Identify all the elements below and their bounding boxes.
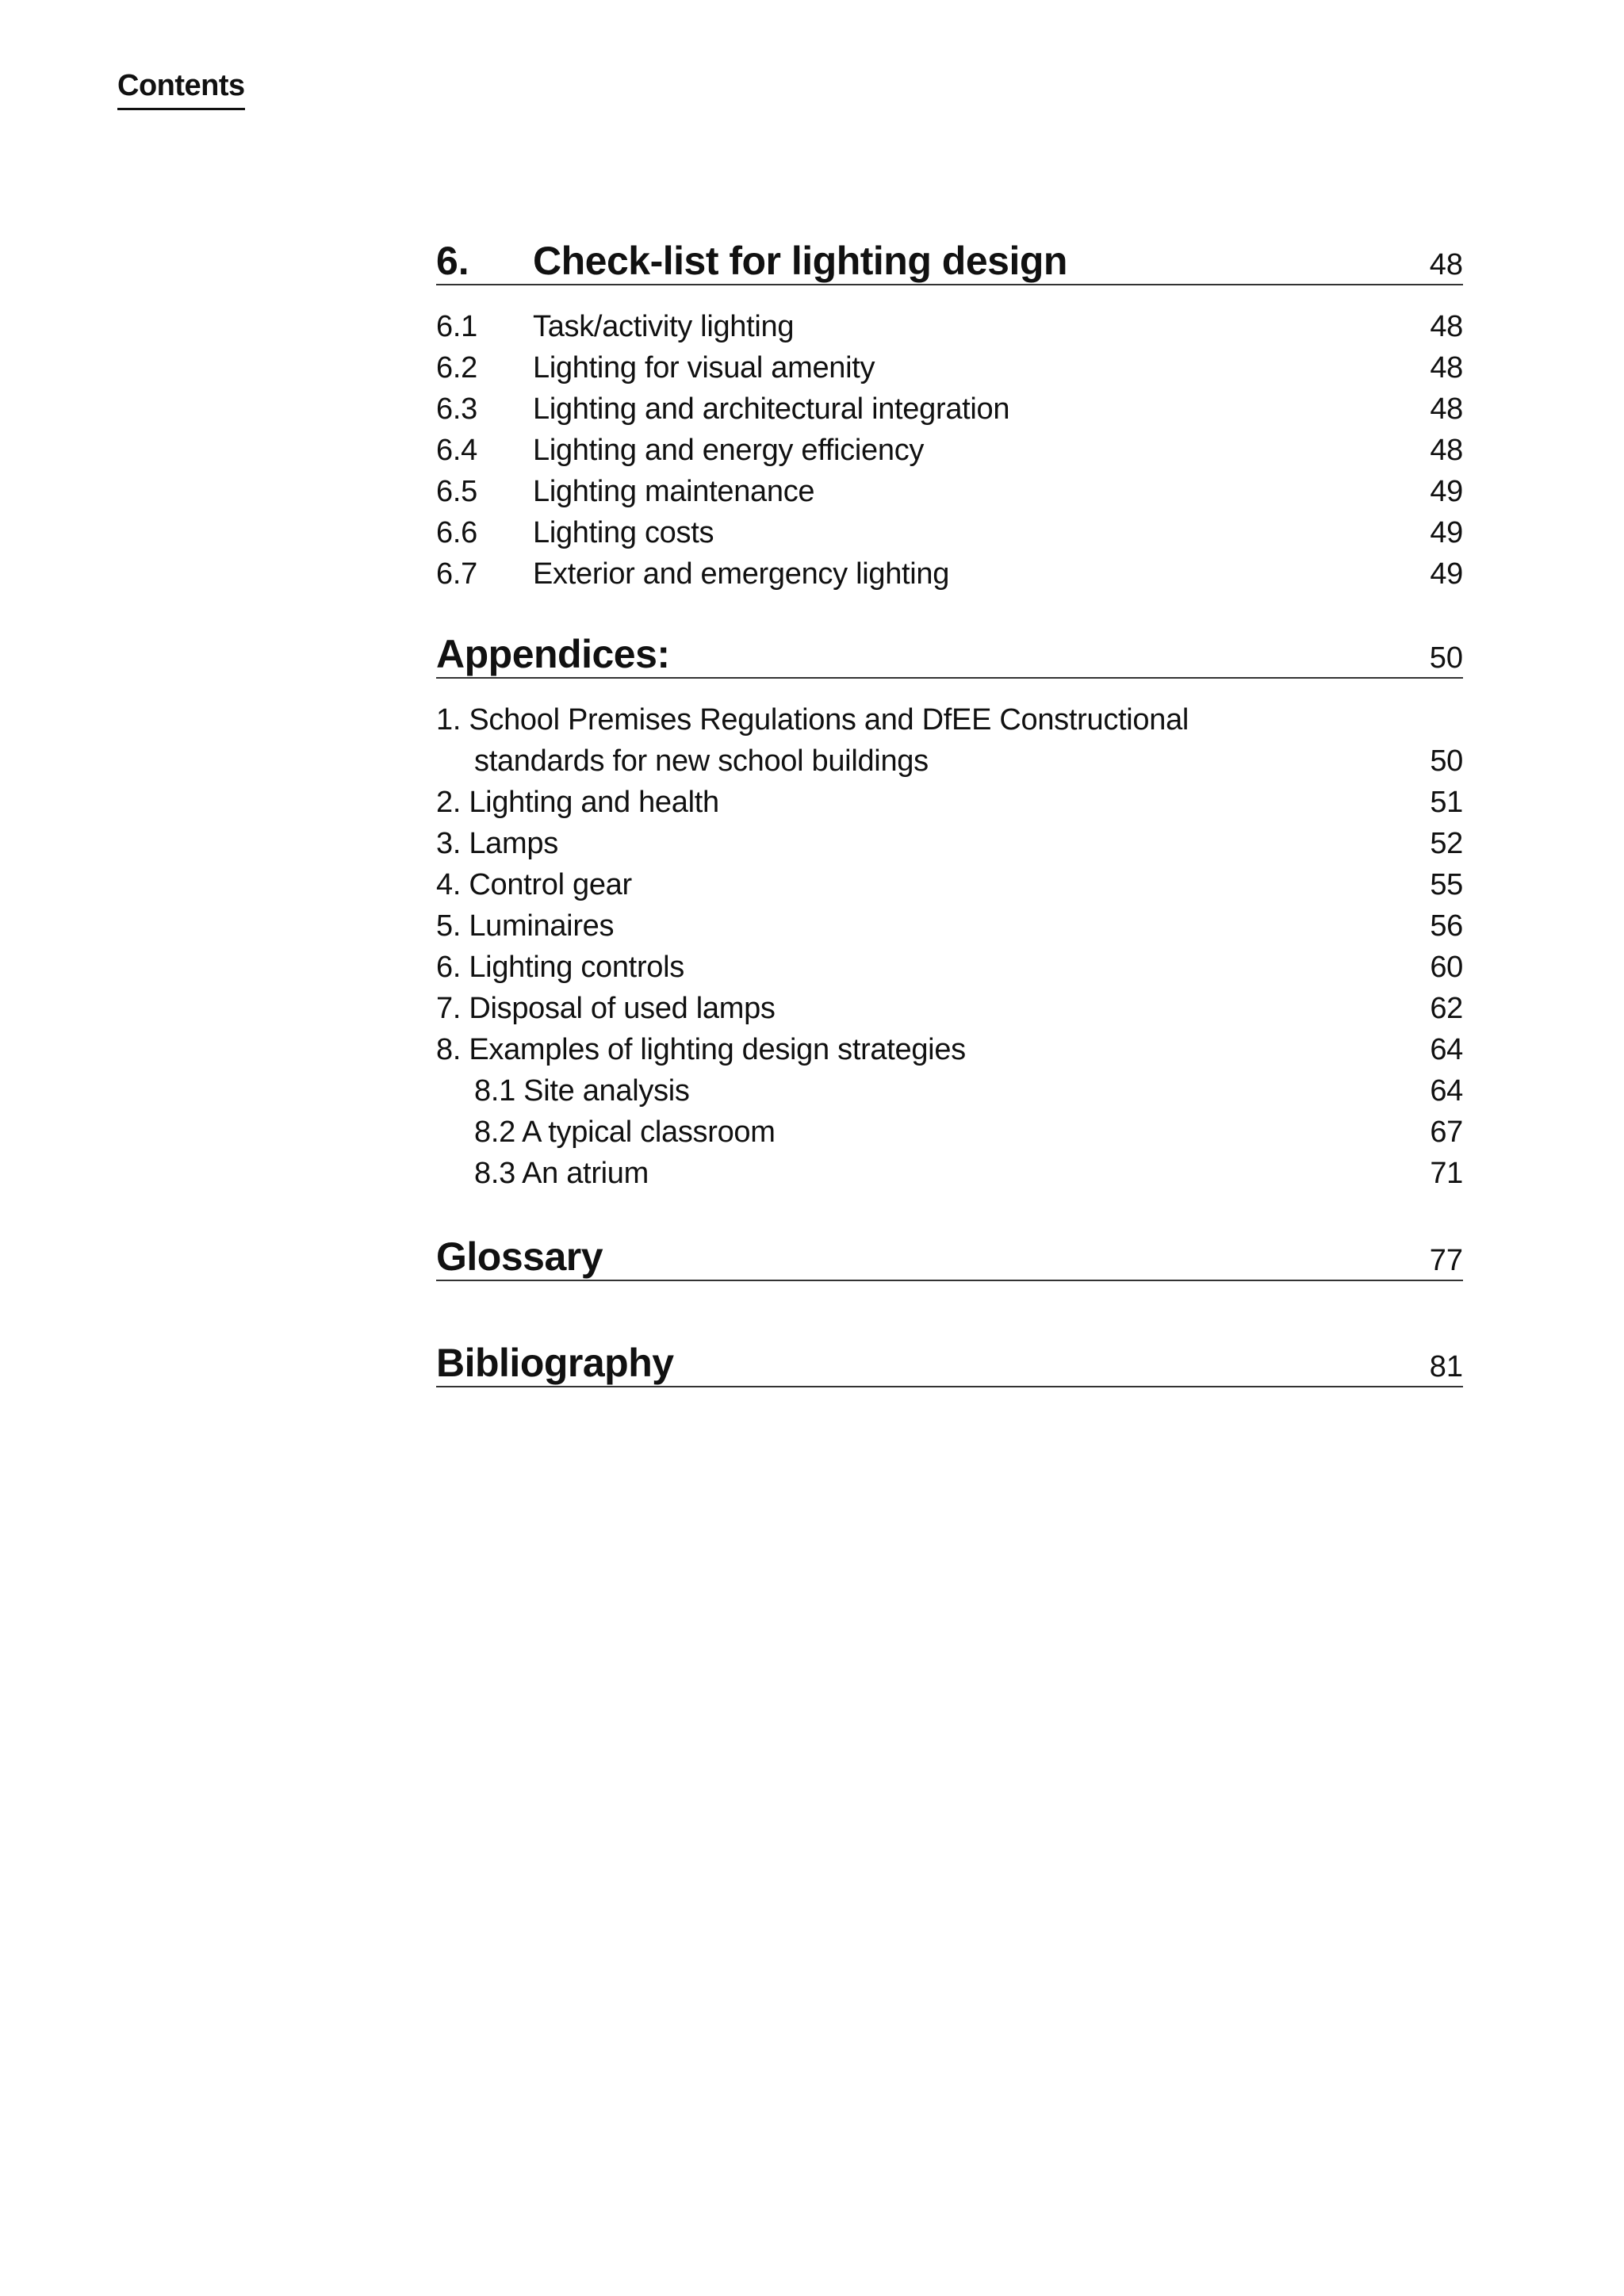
glossary-heading[interactable] bbox=[436, 1234, 1463, 1281]
glossary-page: 77 bbox=[1429, 1244, 1463, 1277]
entry-page: 52 bbox=[1430, 827, 1463, 860]
entry-page: 60 bbox=[1430, 951, 1463, 984]
entry-number: 6.6 bbox=[436, 516, 477, 549]
entry-title: Lighting costs bbox=[533, 516, 714, 549]
entry-page: 64 bbox=[1430, 1033, 1463, 1066]
toc-entry-6-3[interactable] bbox=[436, 388, 1463, 430]
entry-number: 6.2 bbox=[436, 351, 477, 385]
entry-number: 6.3 bbox=[436, 392, 477, 426]
toc-entry-appendix-5[interactable] bbox=[436, 905, 1463, 947]
toc-entry-appendix-7[interactable] bbox=[436, 988, 1463, 1029]
entry-page: 49 bbox=[1430, 557, 1463, 591]
bibliography-page: 81 bbox=[1429, 1350, 1463, 1383]
entry-number: 6.5 bbox=[436, 475, 477, 508]
chapter-page: 48 bbox=[1429, 248, 1463, 281]
entry-page: 71 bbox=[1430, 1157, 1463, 1190]
entry-page: 67 bbox=[1430, 1115, 1463, 1149]
toc-entry-6-1[interactable] bbox=[436, 306, 1463, 347]
entry-title: 2. Lighting and health bbox=[436, 786, 719, 819]
entry-title: Lighting for visual amenity bbox=[533, 351, 875, 385]
toc-entry-appendix-8-3[interactable] bbox=[436, 1153, 1463, 1194]
entry-page: 48 bbox=[1430, 434, 1463, 467]
entry-title: 8.3 An atrium bbox=[474, 1157, 649, 1190]
entry-page: 48 bbox=[1430, 351, 1463, 385]
entry-page: 49 bbox=[1430, 475, 1463, 508]
entry-title: Exterior and emergency lighting bbox=[533, 557, 950, 591]
entry-page: 55 bbox=[1430, 868, 1463, 901]
toc-entry-appendix-2[interactable] bbox=[436, 782, 1463, 823]
entry-title: Task/activity lighting bbox=[533, 310, 795, 343]
toc-entry-6-7[interactable] bbox=[436, 553, 1463, 595]
toc-entry-appendix-8-1[interactable] bbox=[436, 1070, 1463, 1112]
entry-title: Lighting maintenance bbox=[533, 475, 815, 508]
entry-title: 3. Lamps bbox=[436, 827, 558, 860]
entry-page: 56 bbox=[1430, 909, 1463, 943]
entry-title: standards for new school buildings bbox=[474, 744, 929, 778]
entry-title: 8.2 A typical classroom bbox=[474, 1115, 776, 1149]
chapter-6-section bbox=[436, 238, 1463, 595]
toc-entry-6-4[interactable] bbox=[436, 430, 1463, 471]
entry-title: 7. Disposal of used lamps bbox=[436, 992, 776, 1025]
toc-entry-appendix-8-2[interactable] bbox=[436, 1112, 1463, 1153]
entry-title: Lighting and energy efficiency bbox=[533, 434, 925, 467]
entry-title: 6. Lighting controls bbox=[436, 951, 684, 984]
entry-page: 51 bbox=[1430, 786, 1463, 819]
entry-page: 62 bbox=[1430, 992, 1463, 1025]
entry-page: 48 bbox=[1430, 392, 1463, 426]
entry-page: 48 bbox=[1430, 310, 1463, 343]
chapter-title: Check-list for lighting design bbox=[533, 239, 1067, 283]
glossary-section bbox=[436, 1234, 1463, 1281]
entry-page: 64 bbox=[1430, 1074, 1463, 1108]
appendices-page: 50 bbox=[1429, 641, 1463, 675]
entry-number: 6.1 bbox=[436, 310, 477, 343]
entry-number: 6.7 bbox=[436, 557, 477, 591]
appendices-title: Appendices: bbox=[436, 632, 670, 676]
entry-title: 4. Control gear bbox=[436, 868, 632, 901]
bibliography-heading[interactable] bbox=[436, 1340, 1463, 1387]
toc-entry-6-6[interactable] bbox=[436, 512, 1463, 553]
toc-entry-appendix-1-continued[interactable] bbox=[436, 740, 1463, 782]
toc-entry-appendix-4[interactable] bbox=[436, 864, 1463, 905]
bibliography-title: Bibliography bbox=[436, 1341, 674, 1385]
appendices-section bbox=[436, 631, 1463, 1194]
toc-entry-appendix-8[interactable] bbox=[436, 1029, 1463, 1070]
chapter-number: 6. bbox=[436, 239, 469, 283]
entry-title: 8. Examples of lighting design strategies bbox=[436, 1033, 966, 1066]
running-head: Contents bbox=[117, 70, 245, 110]
chapter-6-heading[interactable] bbox=[436, 238, 1463, 285]
appendices-heading[interactable] bbox=[436, 631, 1463, 679]
toc-entry-appendix-3[interactable] bbox=[436, 823, 1463, 864]
entry-title: Lighting and architectural integration bbox=[533, 392, 1010, 426]
entry-page: 49 bbox=[1430, 516, 1463, 549]
toc-entry-6-5[interactable] bbox=[436, 471, 1463, 512]
glossary-title: Glossary bbox=[436, 1234, 603, 1279]
toc-entry-appendix-1[interactable] bbox=[436, 699, 1463, 740]
entry-title: 8.1 Site analysis bbox=[474, 1074, 690, 1108]
toc-entry-6-2[interactable] bbox=[436, 347, 1463, 388]
entry-number: 6.4 bbox=[436, 434, 477, 467]
entry-title: 5. Luminaires bbox=[436, 909, 615, 943]
bibliography-section bbox=[436, 1340, 1463, 1387]
toc-entry-appendix-6[interactable] bbox=[436, 947, 1463, 988]
entry-title: 1. School Premises Regulations and DfEE Constructional bbox=[436, 703, 1189, 737]
entry-page: 50 bbox=[1430, 744, 1463, 778]
